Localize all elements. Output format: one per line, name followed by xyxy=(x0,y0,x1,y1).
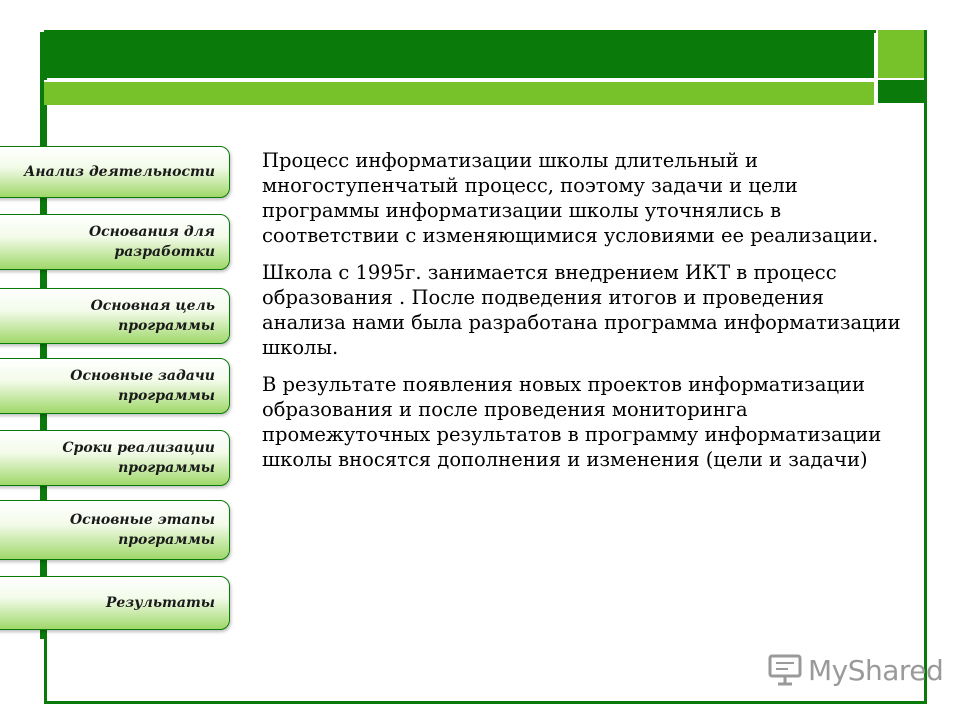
watermark-logo xyxy=(768,652,943,688)
nav-button-timeline[interactable] xyxy=(0,430,230,486)
nav-button-results[interactable] xyxy=(0,576,230,630)
paragraph-results: В результате появления новых проектов информатизации образования и после проведения мониторинга промежуточных результатов в программу информатизации школы вносятся дополнения и изменения (цели и задачи) xyxy=(262,373,882,471)
nav-button-main-goal[interactable] xyxy=(0,288,230,344)
main-text xyxy=(262,148,902,484)
nav-button-label: Основания для разработки xyxy=(88,224,215,260)
nav-button-label: Анализ деятельности xyxy=(24,164,215,180)
presentation-icon xyxy=(768,653,802,687)
nav-button-main-tasks[interactable] xyxy=(0,358,230,414)
paragraph-school: Школа с 1995г. занимается внедрением ИКТ в процесс образования . После подведения итогов и проведения анализа нами была разработана программа информатизации школы. xyxy=(262,261,901,359)
nav-button-label: Результаты xyxy=(105,595,215,611)
header-corner-small xyxy=(876,80,924,103)
nav-button-stages[interactable] xyxy=(0,500,230,560)
nav-button-label: Основные этапы программы xyxy=(69,512,215,548)
nav-button-analysis[interactable] xyxy=(0,146,230,198)
nav-button-foundations[interactable] xyxy=(0,214,230,270)
paragraph-process: Процесс информатизации школы длительный и многоступенчатый процесс, поэтому задачи и цели программы информатизации школы уточнялись в соответствии с изменяющимися условиями ее реализации. xyxy=(262,149,879,247)
nav-button-label: Основные задачи программы xyxy=(70,368,215,404)
logo-text: MyShared xyxy=(808,653,944,687)
header-corner-box xyxy=(876,30,924,80)
nav-button-label: Сроки реализации программы xyxy=(62,440,215,476)
side-navigation xyxy=(0,0,240,720)
nav-button-label: Основная цель программы xyxy=(90,298,215,334)
